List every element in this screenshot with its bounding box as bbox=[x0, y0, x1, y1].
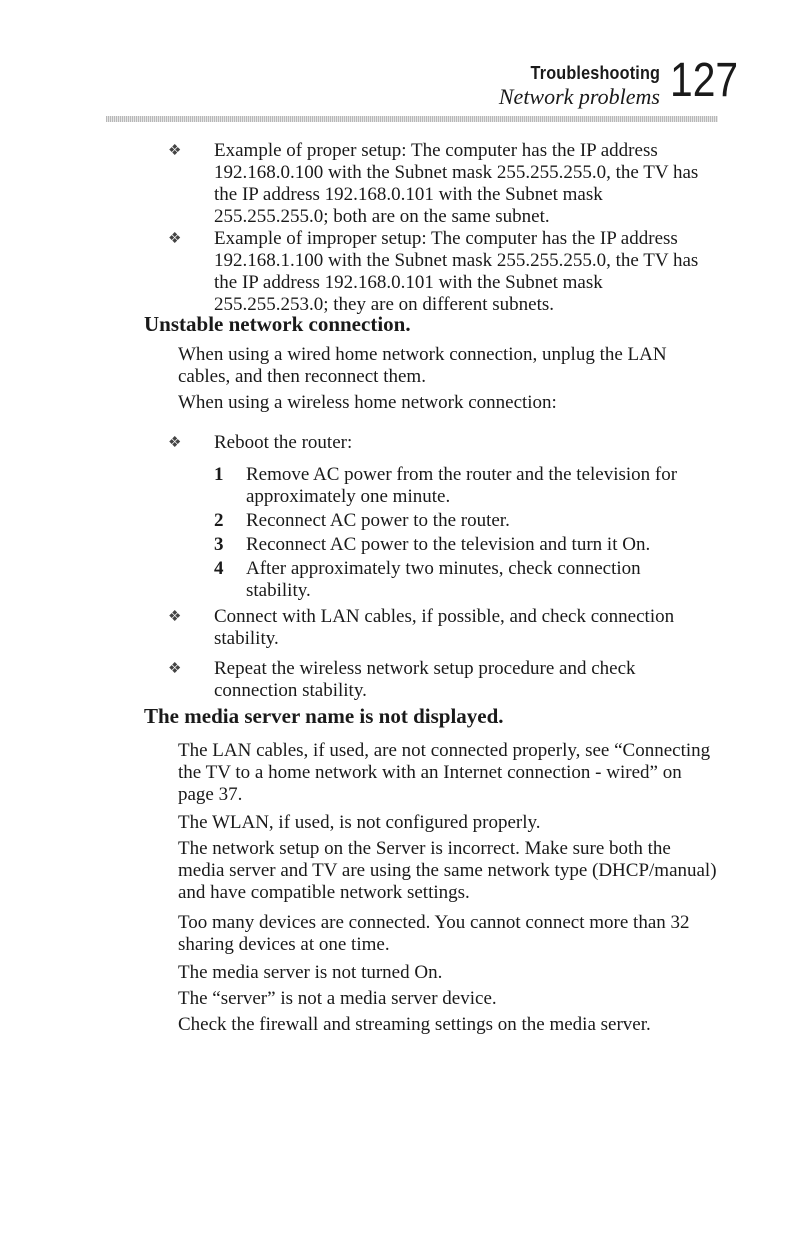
paragraph: Check the firewall and streaming settings on the media server. bbox=[178, 1014, 651, 1035]
section-title: Network problems bbox=[498, 84, 660, 109]
bullet-icon: ❖ bbox=[168, 143, 182, 159]
step-number: 1 bbox=[214, 464, 224, 485]
chapter-title: Troubleshooting bbox=[530, 63, 660, 83]
paragraph: The LAN cables, if used, are not connected properly, see “Connecting the TV to a home network with an Internet connection - wired” on page 37. bbox=[178, 740, 711, 805]
running-header bbox=[499, 62, 660, 110]
heading-media-server: The media server name is not displayed. bbox=[144, 704, 504, 728]
paragraph: The media server is not turned On. bbox=[178, 962, 443, 983]
step-text: Reconnect AC power to the router. bbox=[246, 510, 510, 531]
paragraph: The WLAN, if used, is not configured properly. bbox=[178, 812, 541, 833]
step-number: 4 bbox=[214, 558, 224, 579]
bullet-text: Repeat the wireless network setup procedure and check connection stability. bbox=[214, 658, 636, 701]
step-number: 3 bbox=[214, 534, 224, 555]
page-number: 127 bbox=[670, 54, 739, 107]
bullet-icon: ❖ bbox=[168, 435, 182, 451]
paragraph: The “server” is not a media server device. bbox=[178, 988, 497, 1009]
step-text: Reconnect AC power to the television and turn it On. bbox=[246, 534, 651, 555]
bullet-icon: ❖ bbox=[168, 609, 182, 625]
step-number: 2 bbox=[214, 510, 224, 531]
bullet-text: Example of improper setup: The computer has the IP address 192.168.1.100 with the Subnet mask 255.255.255.0, the TV has the IP address 192.168.0.101 with the Subnet mask 255.255.253.0; they are on different subnets. bbox=[214, 228, 699, 315]
paragraph: When using a wireless home network connection: bbox=[178, 392, 557, 413]
paragraph: The network setup on the Server is incorrect. Make sure both the media server and TV are using the same network type (DHCP/manual) and have compatible network settings. bbox=[178, 838, 717, 903]
bullet-text: Reboot the router: bbox=[214, 432, 353, 453]
step-text: After approximately two minutes, check connection stability. bbox=[246, 558, 641, 601]
paragraph: When using a wired home network connection, unplug the LAN cables, and then reconnect them. bbox=[178, 344, 667, 387]
step-text: Remove AC power from the router and the television for approximately one minute. bbox=[246, 464, 678, 507]
bullet-icon: ❖ bbox=[168, 231, 182, 247]
header-rule bbox=[106, 116, 718, 122]
paragraph: Too many devices are connected. You cannot connect more than 32 sharing devices at one time. bbox=[178, 912, 690, 955]
bullet-text: Connect with LAN cables, if possible, and check connection stability. bbox=[214, 606, 675, 649]
heading-unstable-connection: Unstable network connection. bbox=[144, 312, 411, 336]
bullet-text: Example of proper setup: The computer has the IP address 192.168.0.100 with the Subnet mask 255.255.255.0, the TV has the IP address 192.168.0.101 with the Subnet mask 255.255.255.0; both are on the same subnet. bbox=[214, 140, 699, 227]
bullet-icon: ❖ bbox=[168, 661, 182, 677]
